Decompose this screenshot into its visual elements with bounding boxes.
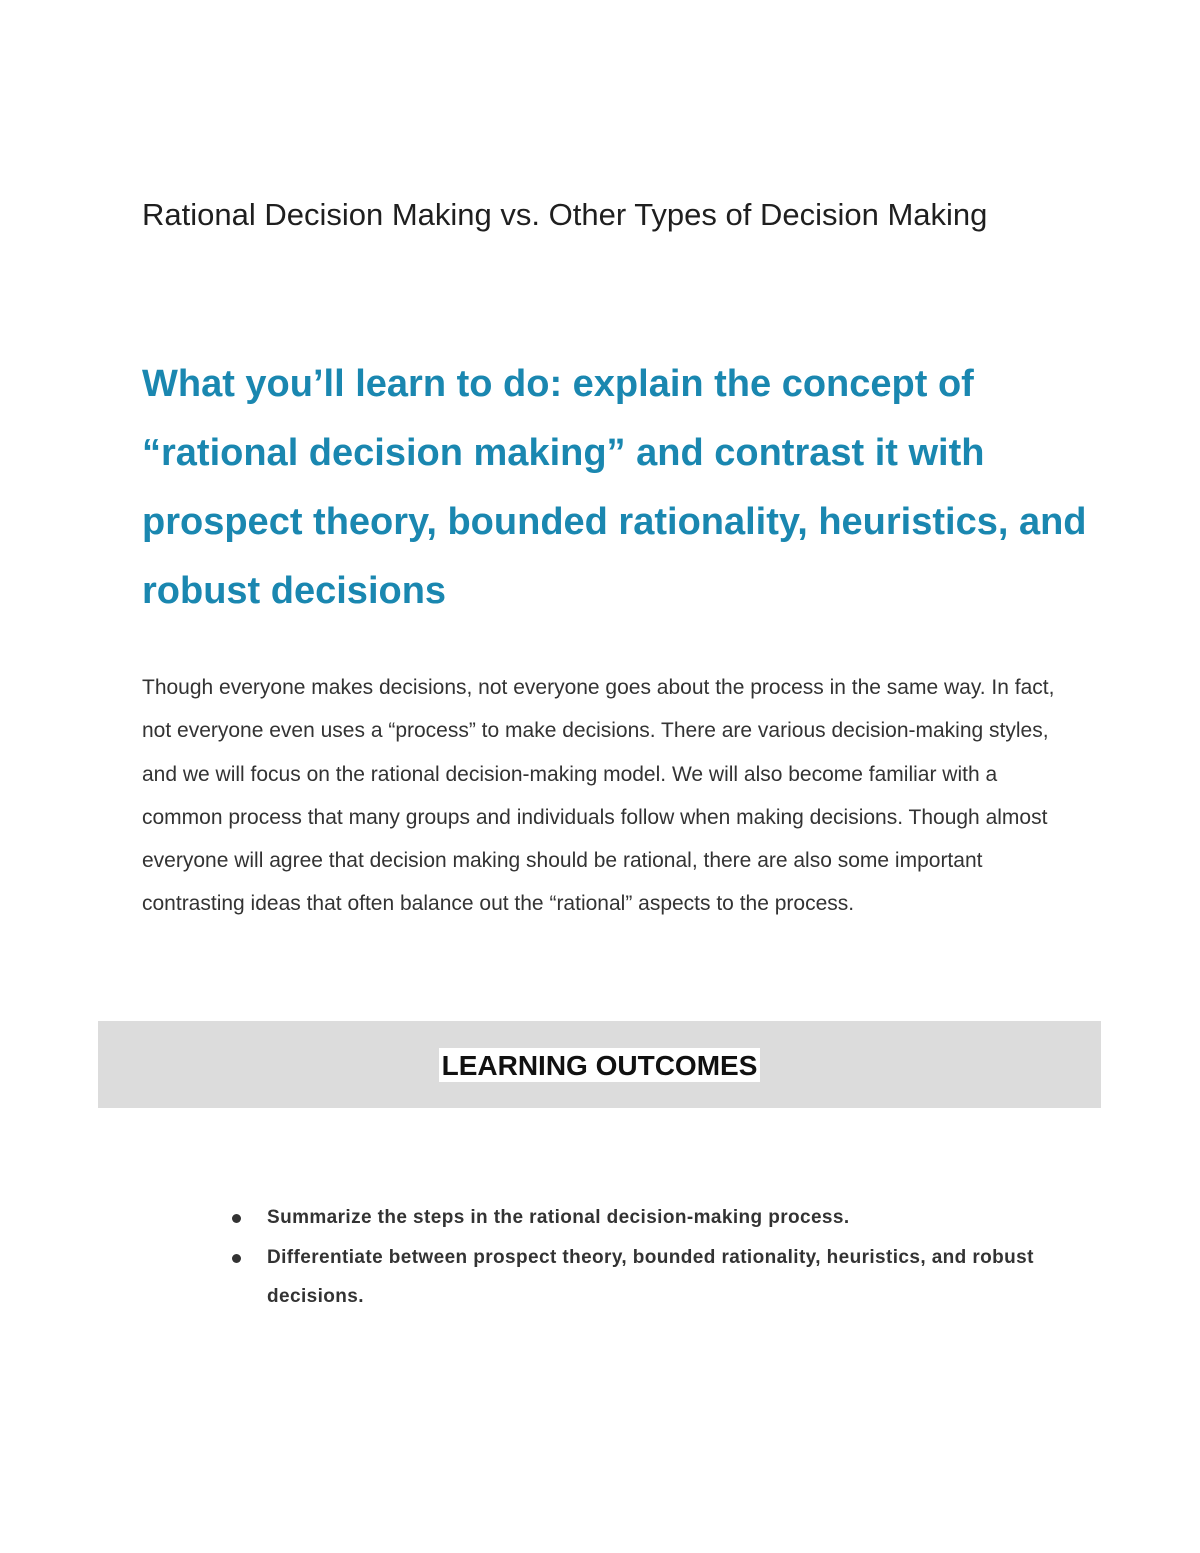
document-title: Rational Decision Making vs. Other Types of Decision Making (142, 197, 988, 232)
list-item (232, 1198, 1052, 1238)
intro-paragraph: Though everyone makes decisions, not everyone goes about the process in the same way. In fact, not everyone even uses a “process” to make decisions. There are various decision-making styles, and we will focus on the rational decision-making model. We will also become familiar with a common process that many groups and individuals follow when making decisions. Though almost everyone will agree that decision making should be rational, there are also some important contrasting ideas that often balance out the “rational” aspects to the process. (142, 676, 1055, 916)
learning-outcomes-list (232, 1198, 1052, 1317)
list-item (232, 1238, 1052, 1317)
learning-outcomes-heading: LEARNING OUTCOMES (439, 1048, 761, 1082)
learning-outcomes-banner (98, 1021, 1101, 1108)
outcome-text: Differentiate between prospect theory, bounded rationality, heuristics, and robust decisions. (267, 1246, 1034, 1307)
outcome-text: Summarize the steps in the rational decision-making process. (267, 1207, 850, 1228)
learning-goal-heading: What you’ll learn to do: explain the concept of “rational decision making” and contrast it with prospect theory, bounded rationality, heuristics, and robust decisions (142, 363, 1087, 612)
bullet-icon (232, 1214, 241, 1223)
bullet-icon (232, 1254, 241, 1263)
